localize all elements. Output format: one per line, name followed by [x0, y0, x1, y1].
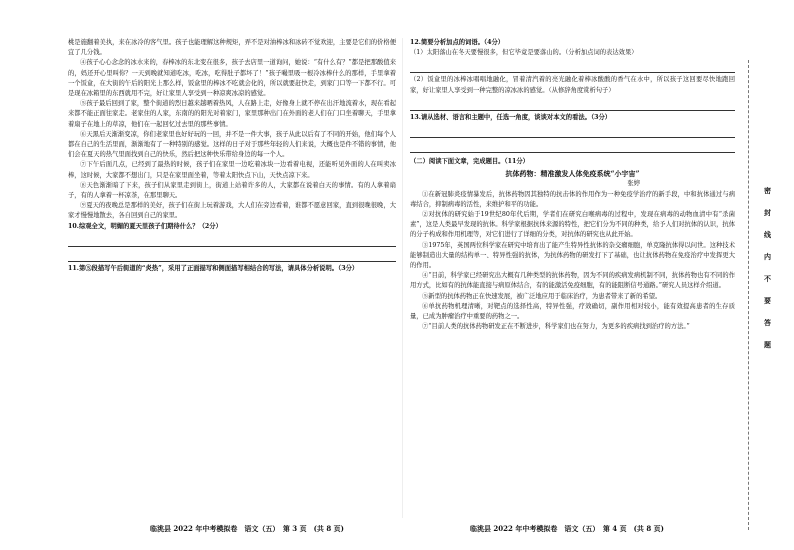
question-12-2: （2）饭盒里的冰棒冰唱唱地融化，冒着清汽着的亮光融化着棒冰酸酸的香气在水中，所以孩子这回要尽快地跑回家，好让家里人享受到一种完整的凉冰冰的感觉。（从修辞角度赏析句子） [410, 76, 735, 94]
right-page [410, 38, 735, 332]
question-12-1: （1）太阳落山在冬天要慢很多，但它毕竟是要落山的。（分析加点词的表达效果） [410, 49, 638, 57]
seal-char: 要 [764, 296, 771, 305]
left-paragraph-5: ⑤孩子最后回到了家，整个街道的烈日越来越晒着热风，人在路上走，好像身上就不停在出汗地流着水，现在看起来都不能正面往家走。老家住的人家，东南的的阳光对着家门，家里那种出门在外面的老人们在门口坐着聊天，手里拿着扇子在地上的草凉，他们在一起回忆过去里的那些事情。 [68, 100, 396, 128]
article-paragraph-7: ⑦“目前人类的抗体药物研发正在不断进步，科学家们也在努力，为更多的疾病找到治疗的方法。” [422, 323, 690, 331]
left-paragraph-6: ⑥天黑后天渐渐变凉，你们老家里也好好玩的一回，并不是一件大事，孩子从此以后有了不同的开始，他们每个人都在自己的生活里面，渐渐地有了一种特别的感觉。这样的日子对于那些年轻的人们来说，大概也是件不错的事情，他们会在夏天的热气里面找到自己的快乐，然后把这种快乐带给身边的每一个人。 [68, 130, 396, 159]
left-footer: 临洮县 2022 年中考模拟卷 语文（五） 第 3 页 (共 8 页) [150, 524, 344, 533]
answer-line[interactable] [410, 98, 735, 111]
seal-char: 线 [764, 230, 771, 239]
answer-line[interactable] [410, 60, 735, 73]
left-page [68, 38, 396, 274]
article-paragraph-2: ②对抗体的研究始于19世纪80年代后期，学者们在研究白喉病毒的过程中，发现在病毒的动物血清中有“杀菌素”，这是人类最早发现的抗体。科学家根据抗体来源的特性，把它们分为不同的种类，给予人们对抗体的认识，抗体的分子构成和作用机理等，对它们进行了详细的分类，对抗体的研究也从此开始。 [410, 211, 735, 239]
answer-line[interactable] [410, 125, 735, 138]
article-paragraph-1: ①在新冠肺炎疫情暴发后，抗体药物因其独特的抗击体的作用作为一种免疫学治疗的新手段，中和抗体通过与病毒结合，抑制病毒的活性，来维护和平的功能。 [410, 190, 735, 208]
seal-char: 内 [764, 252, 771, 261]
answer-line[interactable] [68, 234, 396, 247]
left-paragraph-7: ⑦下午后面几点，已经到了最热的时候，孩子们在家里一边吃着冰块一边看着电视，还能听见外面的人在叫卖冰棒，这时候，大家都不想出门，只是在家里面坐着，等着太阳快点下山，天快点凉下来。 [68, 161, 396, 179]
article-paragraph-4: ④“目前，科学家已经研究出大概有几种类型的抗体药物，因为不同的疾病发病机制不同，抗体药物也有不同的作用方式，比如有的抗体能直接与病原体结合，有的能激活免疫细胞，有的能阻断信号通路。”研究人员这样介绍道。 [410, 272, 735, 290]
seal-char: 封 [764, 208, 771, 217]
right-footer: 临洮县 2022 年中考模拟卷 语文（五） 第 4 页 (共 8 页) [470, 524, 664, 533]
question-12: 12.简要分析加点的词语。（4分） [410, 39, 505, 46]
left-paragraph-9: ⑨夏天的夜晚总是那样的美好，孩子们在街上玩着游戏，大人们在旁边看着，谁都不愿意回家，直到很晚很晚，大家才慢慢地散去，各自回到自己的家里。 [68, 202, 396, 220]
left-paragraph-8: ⑧天色渐渐暗了下来，孩子们从家里走到街上，街道上站着许多的人，大家都在说着白天的事情。有的人拿着扇子，有的人拿着一杯凉茶，在那里聊天。 [68, 181, 396, 200]
section-header: （二）阅读下面文章，完成题目。（11分） [410, 158, 529, 166]
answer-line[interactable] [68, 249, 396, 262]
question-13: 13.请从选材、语言和主题中，任选一角度，谈谈对本文的看法。（3分） [410, 113, 612, 121]
article-title: 抗体药物：精准激发人体免疫系统“小宇宙” [505, 169, 640, 179]
page-divider [402, 38, 403, 518]
seal-char: 答 [764, 318, 771, 327]
left-paragraph-4: ④孩子心心念念的冰水来的，春棒冰的东北变在很多，孩子去店里一道询问，她说：“有什么有？”都是把那酸值来的，妈还开心里叫你？一天到晚就知道吃冰，吃冰，吃得肚子都坏了！”孩子嘬里吸一根冷冰棒什么的那样，手里拿着一个饭盒，在大街的午后的阳光上那么样，饭盒里的棒冰不吃就会化的，所以就要赶快走，到家门口等一下都不行。可是现在冰箱里的东西就用不完，好让家里人享受到一种凉爽冰凉的感觉。 [68, 59, 396, 98]
question-11: 11.第⑤段描写午后街道的“炎热”，采用了正面描写和侧面描写相结合的写法，请具体分析说明。（3分） [68, 264, 359, 272]
seal-char: 不 [764, 274, 771, 283]
answer-line[interactable] [410, 140, 735, 153]
question-10: 10.综观全文，明媚的夏天里孩子们期待什么？（2分） [68, 222, 222, 230]
article-paragraph-5: ⑤新型的抗体药物正在快速发展，被广泛地应用于临床治疗，为患者带来了新的希望。 [422, 292, 662, 300]
left-paragraph-0: 桃是施翻着美执，来在冰冷的客气里。孩子也能理解这种规矩，弄不是对油棒冰和冰砖不觉欢迎，主要是它们的价格便宜了几分钱。 [68, 39, 396, 57]
seal-notice [764, 180, 774, 356]
seal-char: 密 [764, 186, 771, 195]
seal-char: 题 [764, 340, 771, 349]
article-paragraph-6: ⑥单抗药物机理清晰，对靶点的选择性高，特异性强，疗效确切，副作用相对较小，能有效提高患者的生存质量，已成为肿瘤治疗中重要的药物之一。 [410, 302, 735, 321]
article-author: 张婷 [627, 180, 640, 188]
article-paragraph-3: ③1975年，英国两位科学家在研究中培育出了能产生特异性抗体的杂交瘤细胞，单克隆抗体得以问世。这种技术能够制造出大量的结构单一、特异性强的抗体，为抗体药物的研发打下了基础，也让抗体药物在免疫治疗中发挥更大的作用。 [410, 241, 735, 270]
